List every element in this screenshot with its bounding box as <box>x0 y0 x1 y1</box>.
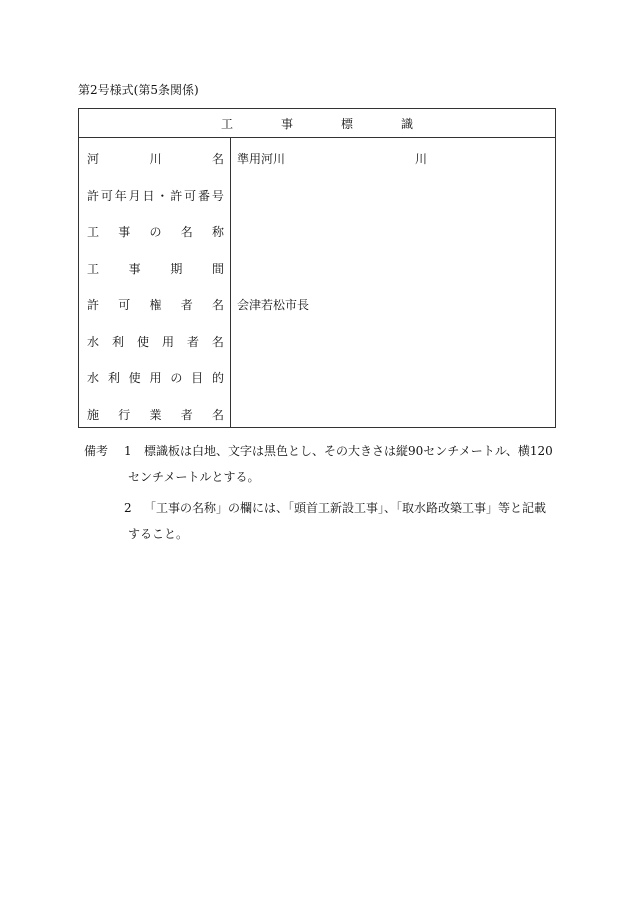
row-label-char: 業 <box>149 407 162 422</box>
row-label-char: 許 <box>87 188 100 203</box>
row-label-char: 年 <box>114 188 127 203</box>
row-value: 準用河川 <box>237 151 286 166</box>
row-label <box>87 149 224 167</box>
row-label-char: 用 <box>161 334 174 349</box>
remarks-heading: 備考 <box>84 444 109 458</box>
sign-title-text <box>221 115 413 132</box>
remark-number-1: 1 <box>124 444 132 458</box>
row-label <box>87 259 224 277</box>
row-label-char: 者 <box>186 334 199 349</box>
row-label <box>87 295 224 313</box>
construction-sign-table <box>78 108 556 428</box>
row-label-char: 可 <box>118 297 131 312</box>
row-label-char: 番 <box>198 188 211 203</box>
row-value: 会津若松市長 <box>237 297 310 312</box>
row-label-char: 事 <box>118 224 131 239</box>
row-label-char: 許 <box>170 188 183 203</box>
row-label-char: 名 <box>180 224 193 239</box>
row-label <box>87 405 224 423</box>
column-divider <box>230 137 231 427</box>
row-label <box>87 186 224 204</box>
row-label-char: 期 <box>170 261 183 276</box>
row-label-char: 可 <box>184 188 197 203</box>
remark-2-line-1: 「工事の名称」の欄には、「頭首工新設工事」、「取水路改築工事」等と記載 <box>144 501 547 515</box>
river-name-suffix: 川 <box>415 151 428 166</box>
row-label-char: 水 <box>87 370 100 385</box>
row-label-char: 名 <box>211 407 224 422</box>
sign-title-char: 識 <box>401 116 414 131</box>
row-label-char: の <box>170 370 183 385</box>
remark-2-line-2: すること。 <box>128 527 189 541</box>
sign-title-char: 工 <box>220 116 233 131</box>
sign-title <box>79 109 555 138</box>
row-label-char: 的 <box>211 370 224 385</box>
row-label-char: 工 <box>87 261 100 276</box>
row-label-char: 者 <box>180 297 193 312</box>
row-label-char: 使 <box>136 334 149 349</box>
row-label-char: 権 <box>149 297 162 312</box>
row-label-char: 施 <box>87 407 100 422</box>
row-label-char: 使 <box>128 370 141 385</box>
row-label-char: 利 <box>111 334 124 349</box>
form-number-label: 第2号様式(第5条関係) <box>78 83 199 97</box>
row-label-char: 行 <box>118 407 131 422</box>
row-label-char: 許 <box>87 297 100 312</box>
row-label-char: 称 <box>211 224 224 239</box>
row-label-char: 水 <box>87 334 100 349</box>
remark-1-line-2: センチメートルとする。 <box>128 470 260 484</box>
row-label-char: 事 <box>128 261 141 276</box>
remark-number-2: 2 <box>124 501 132 515</box>
row-label-char: 間 <box>211 261 224 276</box>
row-label <box>87 368 224 386</box>
row-label-char: 工 <box>87 224 100 239</box>
row-label-char: 目 <box>191 370 204 385</box>
row-label-char: 名 <box>211 297 224 312</box>
row-label-char: 号 <box>211 188 224 203</box>
row-label-char: の <box>149 224 162 239</box>
remark-1-line-1: 標識板は白地、文字は黒色とし、その大きさは縦90センチメートル、横120 <box>144 444 553 458</box>
row-label-char: 利 <box>107 370 120 385</box>
row-label-char: 日 <box>142 188 155 203</box>
sign-title-char: 標 <box>341 116 354 131</box>
row-label-char: 可 <box>100 188 113 203</box>
row-label-char: 用 <box>149 370 162 385</box>
row-label-char: 名 <box>211 151 224 166</box>
row-label <box>87 332 224 350</box>
row-label-char: ・ <box>156 188 169 203</box>
row-label-char: 名 <box>211 334 224 349</box>
row-label <box>87 222 224 240</box>
row-label-char: 者 <box>180 407 193 422</box>
row-label-char: 川 <box>149 151 162 166</box>
sign-title-char: 事 <box>280 116 293 131</box>
row-label-char: 河 <box>87 151 100 166</box>
row-label-char: 月 <box>128 188 141 203</box>
